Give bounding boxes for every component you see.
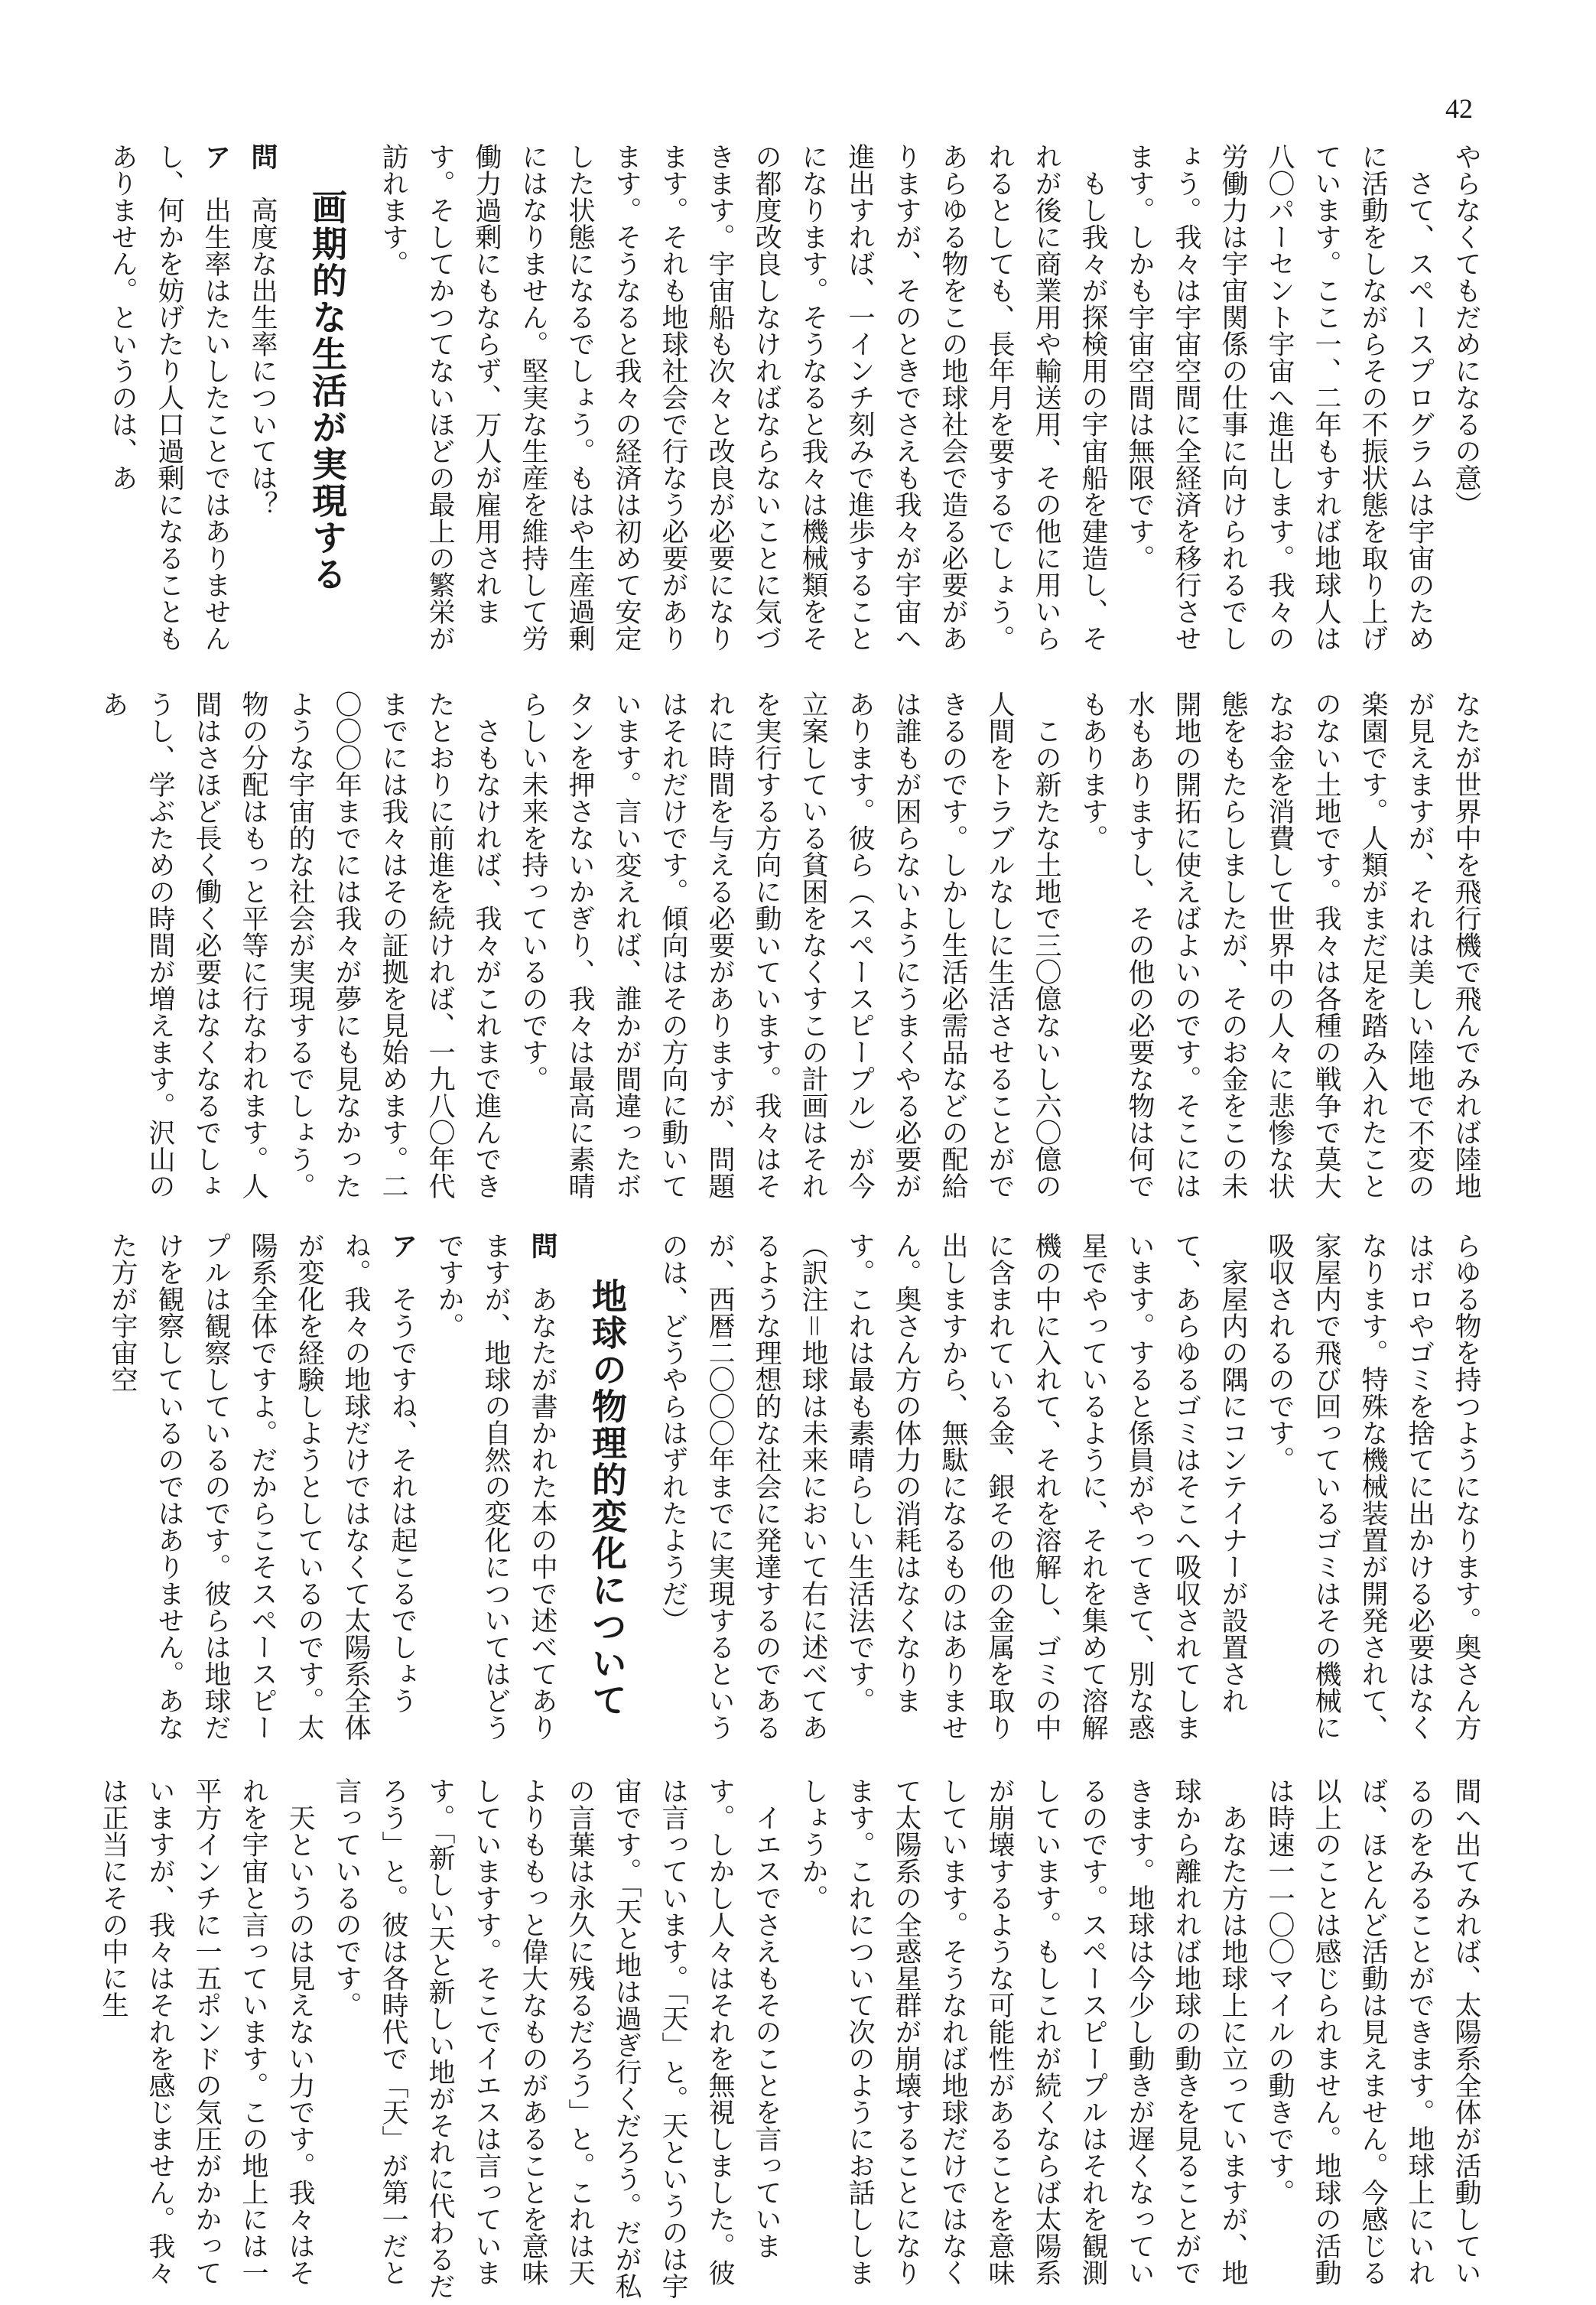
section-heading: 地球の物理的変化について — [587, 1278, 628, 1718]
translator-note: （訳注＝地球は未来において右に述べてあるような理想的な社会に発達するのであるが、西暦二〇〇〇年までに実現するというのは、どうやらはずれたようだ） — [658, 1232, 828, 1741]
text-tier-3 — [97, 1232, 1489, 1760]
paragraph: さて、スペースプログラムは宇宙のために活動をしながらその不振状態を取り上げています。ここ一、二年もすれば地球人は八〇パーセント宇宙へ進出します。我々の労働力は宇宙関係の仕事に向けられるでしょう。我々は宇宙空間に全経済を移行させます。しかも宇宙空間は無限です。 — [1124, 143, 1435, 652]
question-mark: 問 — [527, 1232, 557, 1259]
text-tier-2 — [97, 691, 1489, 1218]
paragraph: あなた方は地球上に立っていますが、地球から離れれば地球の動きを見ることができます。地球は今少し動きが遅くなっているのです。スペースピープルはそれを観測しています。もしこれが続くならば太陽系が崩壊するような可能性があることを意味しています。そうなれば地球だけではなくて太陽系の全惑星群が崩壊することになります。これについて次のようにお話ししましょうか。 — [798, 1777, 1248, 2286]
answer-mark: ア — [200, 143, 231, 170]
answer-line — [99, 1232, 425, 1760]
section-heading: 画期的な生活が実現する — [307, 189, 348, 593]
paragraph: なたが世界中を飛行機で飛んでみれば陸地が見えますが、それは美しい陸地で不変の楽園です。人類がまだ足を踏み入れたことのない土地です。我々は各種の戦争で莫大なお金を消費して世界中の人々に悲惨な状態をもたらしましたが、そのお金をこの未開地の開拓に使えばよいのです。そこには水もありますし、その他の必要な物は何でもあります。 — [1078, 691, 1481, 1199]
answer-text: 出生率はたいしたことではありませんし、何かを妨げたり人口過剰になることもありません。というのは、あ — [107, 143, 231, 652]
page-number: 42 — [1445, 93, 1473, 124]
question-mark: 問 — [247, 143, 278, 170]
paragraph: さもなければ、我々がこれまで進んできたとおりに前進を続ければ、一九八〇年代までには我々はその証拠を見始めます。二〇〇〇年までには我々が夢にも見なかったような宇宙的な社会が実現するでしょう。物の分配はもっと平等に行なわれます。人間はさほど長く働く必要はなくなるでしょうし、学ぶための時間が増えます。沢山のあ — [98, 691, 502, 1199]
text-tier-1 — [97, 143, 1489, 671]
answer-line — [99, 143, 239, 671]
paragraph: イエスでさえもそのことを言っています。しかし人々はそれを無視しました。彼は言っています。「天」と。天というのは宇宙です。「天と地は過ぎ行くだろう。だが私の言葉は永久に残るだろう」と。これは天よりももっと偉大なものがあることを意味していますす。そこでイエスは言っています。「新しい天と新しい地がそれに代わるだろう」と。彼は各時代で「天」が第一だと言っているのです。 — [331, 1777, 782, 2300]
paragraph: 家屋内の隅にコンテイナーが設置されて、あらゆるゴミはそこへ吸収されてしまいます。すると係員がやってきて、別な惑星でやっているように、それを集めて溶解機の中に入れて、それを溶解し、ゴミの中に含まれている金、銀その他の金属を取り出しますから、無駄になるものはありません。奥さん方の体力の消耗はなくなります。これは最も素晴らしい生活法です。 — [844, 1232, 1248, 1741]
question-text: あなたが書かれた本の中で述べてありますが、地球の自然の変化についてはどうですか。 — [434, 1232, 557, 1741]
answer-text: そうですね、それは起こるでしょうね。我々の地球だけではなくて太陽系全体が変化を経験しようとしているのです。太陽系全体ですよ。だからこそスペースピープルは観察しているのです。彼らは地球だけを観察しているのではありません。あなた方が宇宙空 — [107, 1232, 418, 1741]
paragraph: らゆる物を持つようになります。奥さん方はボロやゴミを捨てに出かける必要はなくなります。特殊な機械装置が開発されて、家屋内で飛び回っているゴミはその機械に吸収されるのです。 — [1264, 1232, 1481, 1741]
paragraph: もし我々が探検用の宇宙船を建造し、それが後に商業用や輸送用、その他に用いられるとしても、長年月を要するでしょう。あらゆる物をこの地球社会で造る必要がありますが、そのときでさえも我々が宇宙へ進出すれば、一インチ刻みで進歩することになります。そうなると我々は機械類をその都度改良しなければならないことに気づきます。宇宙船も次々と改良が必要になります。それも地球社会で行なう必要があります。そうなると我々の経済は初めて安定した状態になるでしょう。もはや生産過剰にはなりません。堅実な生産を維持して労働力過剰にもならず、万人が雇用されます。そしてかつてないほどの最上の繁栄が訪れます。 — [378, 143, 1108, 652]
question-text: 高度な出生率については？ — [247, 197, 278, 518]
paragraph: この新たな土地で三〇億ないし六〇億の人間をトラブルなしに生活させることができるのです。しかし生活必需品などの配給は誰もが困らないようにうまくやる必要があります。彼ら（スペースピープル）が今立案している貧困をなくすこの計画はそれを実行する方向に動いています。我々はそれに時間を与える必要がありますが、問題はそれだけです。傾向はその方向に動いています。言い変えれば、誰かが間違ったボタンを押さないかぎり、我々は最高に素晴らしい未来を持っているのです。 — [518, 691, 1061, 1199]
text-tier-4 — [97, 1777, 1489, 2305]
answer-mark: ア — [387, 1232, 418, 1259]
paragraph: やらなくてもだめになるの意） — [1451, 143, 1481, 518]
question-line — [425, 1232, 565, 1760]
question-line — [239, 143, 285, 671]
paragraph: 天というのは見えない力です。我々はそれを宇宙と言っています。この地上には一平方インチに一五ポンドの気圧がかかっていますが、我々はそれを感じません。我々は正当にその中に生 — [98, 1777, 315, 2286]
paragraph: 間へ出てみれば、太陽系全体が活動しているのをみることができます。地球上にいれば、ほとんど活動は見えません。今感じる以上のことは感じられません。地球の活動は時速一一〇〇マイルの動きです。 — [1264, 1777, 1481, 2286]
